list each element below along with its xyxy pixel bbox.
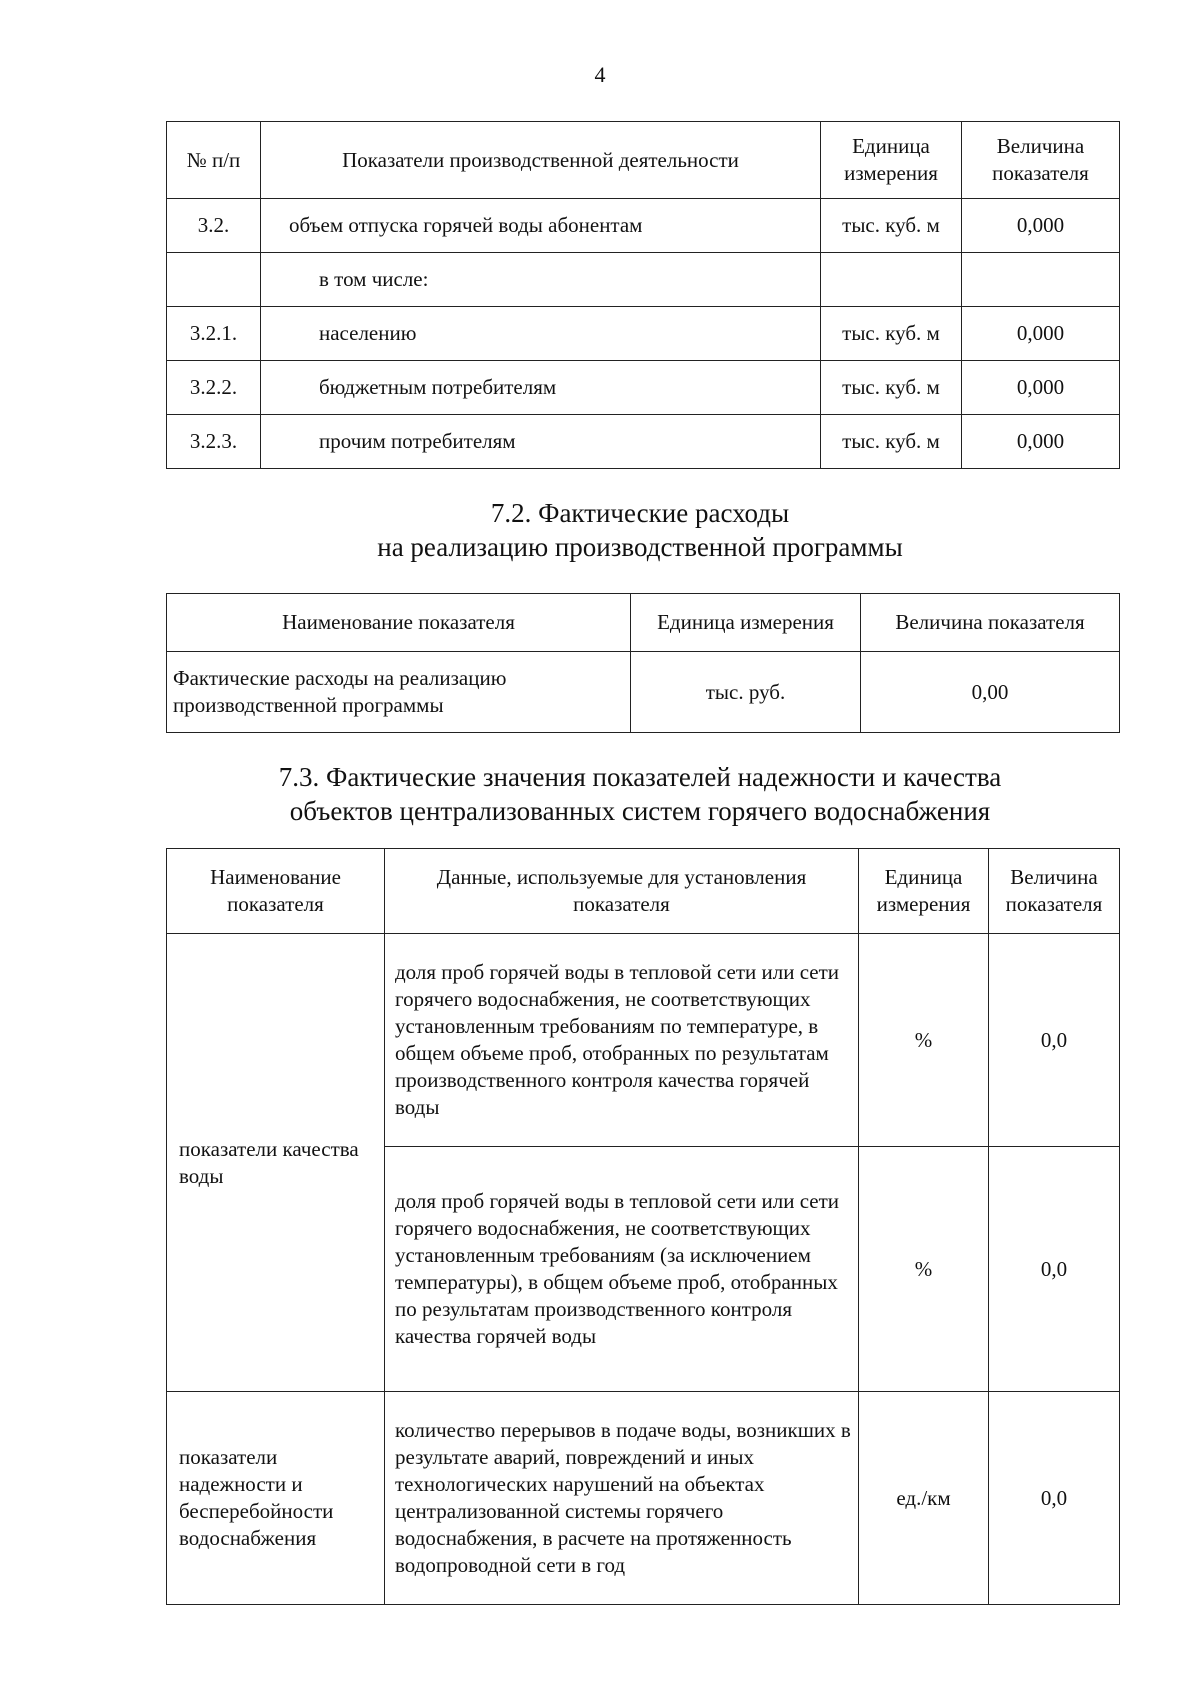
header-value: Величина показателя xyxy=(962,122,1120,199)
row-indicator: показатели качества воды xyxy=(167,934,385,1392)
heading-line: 7.3. Фактические значения показателей надежности и качества xyxy=(278,762,1002,792)
table-row xyxy=(167,307,1120,361)
table-row xyxy=(167,1392,1120,1605)
table-row xyxy=(167,934,1120,1147)
row-num xyxy=(167,253,261,307)
row-name: в том числе: xyxy=(261,253,821,307)
header-unit: Единица измерения xyxy=(859,849,989,934)
row-num: 3.2.2. xyxy=(167,361,261,415)
table-row xyxy=(167,652,1120,733)
header-name: Показатели производственной деятельности xyxy=(261,122,821,199)
table-row xyxy=(167,199,1120,253)
actual-expenses-table xyxy=(166,593,1120,733)
row-indicator: показатели надежности и бесперебойности водоснабжения xyxy=(167,1392,385,1605)
row-name: бюджетным потребителям xyxy=(261,361,821,415)
section-7-3-heading xyxy=(0,760,1200,828)
row-data: доля проб горячей воды в тепловой сети или сети горячего водоснабжения, не соответствующих установленным требованиям по температуре, в общем объеме проб, отобранных по результатам производственного контроля качества горячей воды xyxy=(385,934,859,1147)
reliability-quality-table xyxy=(166,848,1120,1605)
header-value: Величина показателя xyxy=(989,849,1120,934)
row-unit: тыс. куб. м xyxy=(821,199,962,253)
header-unit: Единица измерения xyxy=(821,122,962,199)
row-num: 3.2.1. xyxy=(167,307,261,361)
table-header-row xyxy=(167,122,1120,199)
header-value: Величина показателя xyxy=(861,594,1120,652)
row-data: количество перерывов в подаче воды, возникших в результате аварий, повреждений и иных технологических нарушений на объектах централизованной системы горячего водоснабжения, в расчете на протяженность водопроводной сети в год xyxy=(385,1392,859,1605)
row-unit: % xyxy=(859,1147,989,1392)
row-unit: % xyxy=(859,934,989,1147)
row-value: 0,0 xyxy=(989,934,1120,1147)
row-value: 0,000 xyxy=(962,199,1120,253)
row-value: 0,0 xyxy=(989,1147,1120,1392)
row-value: 0,000 xyxy=(962,307,1120,361)
row-unit: ед./км xyxy=(859,1392,989,1605)
row-name: прочим потребителям xyxy=(261,415,821,469)
row-value: 0,0 xyxy=(989,1392,1120,1605)
header-name: Наименование показателя xyxy=(167,594,631,652)
row-num: 3.2.3. xyxy=(167,415,261,469)
table-header-row xyxy=(167,849,1120,934)
table-row xyxy=(167,253,1120,307)
header-name: Наименование показателя xyxy=(167,849,385,934)
section-7-2-heading xyxy=(0,496,1200,564)
row-unit: тыс. куб. м xyxy=(821,415,962,469)
table-row xyxy=(167,415,1120,469)
header-unit: Единица измерения xyxy=(631,594,861,652)
row-value xyxy=(962,253,1120,307)
heading-line: 7.2. Фактические расходы xyxy=(490,498,790,528)
row-name: населению xyxy=(261,307,821,361)
header-data: Данные, используемые для установления показателя xyxy=(385,849,859,934)
table-row xyxy=(167,361,1120,415)
heading-line: объектов централизованных систем горячего водоснабжения xyxy=(289,796,991,826)
page-number: 4 xyxy=(594,62,606,87)
row-name: объем отпуска горячей воды абонентам xyxy=(261,199,821,253)
row-num: 3.2. xyxy=(167,199,261,253)
row-value: 0,00 xyxy=(861,652,1120,733)
row-unit: тыс. куб. м xyxy=(821,307,962,361)
row-data: доля проб горячей воды в тепловой сети или сети горячего водоснабжения, не соответствующих установленным требованиям (за исключением температуры), в общем объеме проб, отобранных по результатам производственного контроля качества горячей воды xyxy=(385,1147,859,1392)
row-value: 0,000 xyxy=(962,361,1120,415)
row-unit: тыс. куб. м xyxy=(821,361,962,415)
header-num: № п/п xyxy=(167,122,261,199)
table-header-row xyxy=(167,594,1120,652)
row-name: Фактические расходы на реализацию производственной программы xyxy=(167,652,631,733)
row-unit: тыс. руб. xyxy=(631,652,861,733)
heading-line: на реализацию производственной программы xyxy=(377,532,903,562)
row-unit xyxy=(821,253,962,307)
production-indicators-table xyxy=(166,121,1120,469)
row-value: 0,000 xyxy=(962,415,1120,469)
